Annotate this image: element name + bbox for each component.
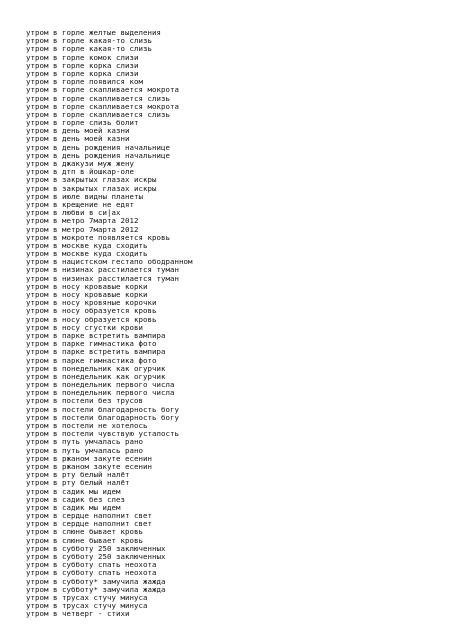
text-line: утром в крещение не едят <box>26 199 134 209</box>
text-line: утром в горле корка слизи <box>26 60 139 70</box>
text-line: утром в постели без трусов <box>26 396 143 406</box>
text-line: утром в путь умчалась рано <box>26 445 143 455</box>
text-line: утром в день моей казни <box>26 126 130 136</box>
text-line: утром в носу образуется кровь <box>26 314 157 324</box>
text-line: утром в трусах стучу минуса <box>26 601 148 611</box>
text-line: утром в горле желтые выделения <box>26 28 161 37</box>
text-line: утром в понедельник как огурчик <box>26 363 166 373</box>
text-line: утром в трусах стучу минуса <box>26 592 148 602</box>
text-line: утром в постели благодарность богу <box>26 412 179 422</box>
text-line: утром в горле комок слизи <box>26 52 139 62</box>
text-line: утром в день моей казни <box>26 134 130 144</box>
text-line: утром в постели чувствую усталость <box>26 429 179 439</box>
text-line: утром в день рождения начальнице <box>26 150 170 160</box>
text-line: утром в понедельник первого числа <box>26 380 175 390</box>
text-line: утром в парке гимнастика фото <box>26 355 157 365</box>
text-line: утром в садик мы идем <box>26 502 121 512</box>
text-line: утром в понедельник первого числа <box>26 388 175 398</box>
text-line: утром в садик мы идем <box>26 486 121 496</box>
text-line: утром в ржаном закуте есенин <box>26 461 152 471</box>
text-line: утром в москве куда сходить <box>26 240 148 250</box>
text-line: утром в парке встретить вампира <box>26 330 166 340</box>
text-line: утром в низинах расстилается туман <box>26 265 179 275</box>
text-line: утром в путь умчалась рано <box>26 437 143 447</box>
text-line: утром в понедельник как огурчик <box>26 371 166 381</box>
text-line: утром в горле корка слизи <box>26 68 139 78</box>
text-line: утром в носу образуется кровь <box>26 306 157 316</box>
text-line: утром в парке встретить вампира <box>26 347 166 357</box>
text-line: утром в субботу 250 заключенных <box>26 543 166 553</box>
text-line: утром в слюне бывает кровь <box>26 527 143 537</box>
text-line: утром в джакузи муж жену <box>26 159 134 168</box>
text-line: утром в метро 7марта 2012 <box>26 216 139 226</box>
text-line: утром в закрытых глазах искры <box>26 175 157 185</box>
text-line: утром в ржаном закуте есенин <box>26 453 152 463</box>
text-line: утром в дтп в йошкар-оле <box>26 167 134 177</box>
text-line: утром в метро 7марта 2012 <box>26 224 139 234</box>
text-line: утром в закрытых глазах искры <box>26 183 157 193</box>
text-line: утром в горле появился ком <box>26 77 143 87</box>
text-line: утром в горле скапливается мокрота <box>26 85 179 95</box>
text-line: утром в горле скапливается слизь <box>26 109 170 119</box>
text-line: утром в сердце наполнит свет <box>26 511 152 521</box>
text-line: утром в носу сгустки крови <box>26 322 143 332</box>
text-line: утром в горле скапливается мокрота <box>26 101 179 111</box>
text-line: утром в мокроте появляется кровь <box>26 232 170 242</box>
text-line: утром в рту белый налёт <box>26 478 130 488</box>
text-line: утром в горле какая-то слизь <box>26 36 152 46</box>
text-line: утром в субботу спать неохота <box>26 560 157 570</box>
text-line: утром в субботу 250 заключенных <box>26 552 166 561</box>
document-text <box>26 29 446 619</box>
text-line: утром в рту белый налёт <box>26 470 130 480</box>
text-line: утром в субботу* замучила жажда <box>26 576 166 586</box>
text-line: утром в носу кровавые корки <box>26 290 148 299</box>
text-line: утром в носу кровавые корки <box>26 281 148 291</box>
text-line: утром в горле какая-то слизь <box>26 44 152 54</box>
text-line: утром в слюне бывает кровь <box>26 535 143 545</box>
text-line: утром в субботу* замучила жажда <box>26 584 166 594</box>
text-line: утром в сердце наполнит свет <box>26 519 152 529</box>
text-line: утром в постели благодарность богу <box>26 404 179 414</box>
text-line: утром в садик без слез <box>26 494 125 504</box>
text-line: утром в июле видны планеты <box>26 191 143 201</box>
text-line: утром в носу кровяные корочки <box>26 298 157 308</box>
text-line: утром в любви в си|ах <box>26 208 121 218</box>
text-line: утром в четверг - стихи <box>26 609 130 619</box>
text-line: утром в низинах расстилается туман <box>26 273 179 283</box>
text-line: утром в нацистском гестапо ободранном <box>26 257 193 267</box>
text-line: утром в постели не хотелось <box>26 421 148 430</box>
text-line: утром в парке гимнастика фото <box>26 339 157 349</box>
text-line: утром в горле скапливается слизь <box>26 93 170 103</box>
text-line: утром в москве куда сходить <box>26 249 148 259</box>
text-line: утром в горле слизь болит <box>26 118 139 128</box>
text-line: утром в субботу спать неохота <box>26 568 157 578</box>
text-line: утром в день рождения начальнице <box>26 142 170 152</box>
